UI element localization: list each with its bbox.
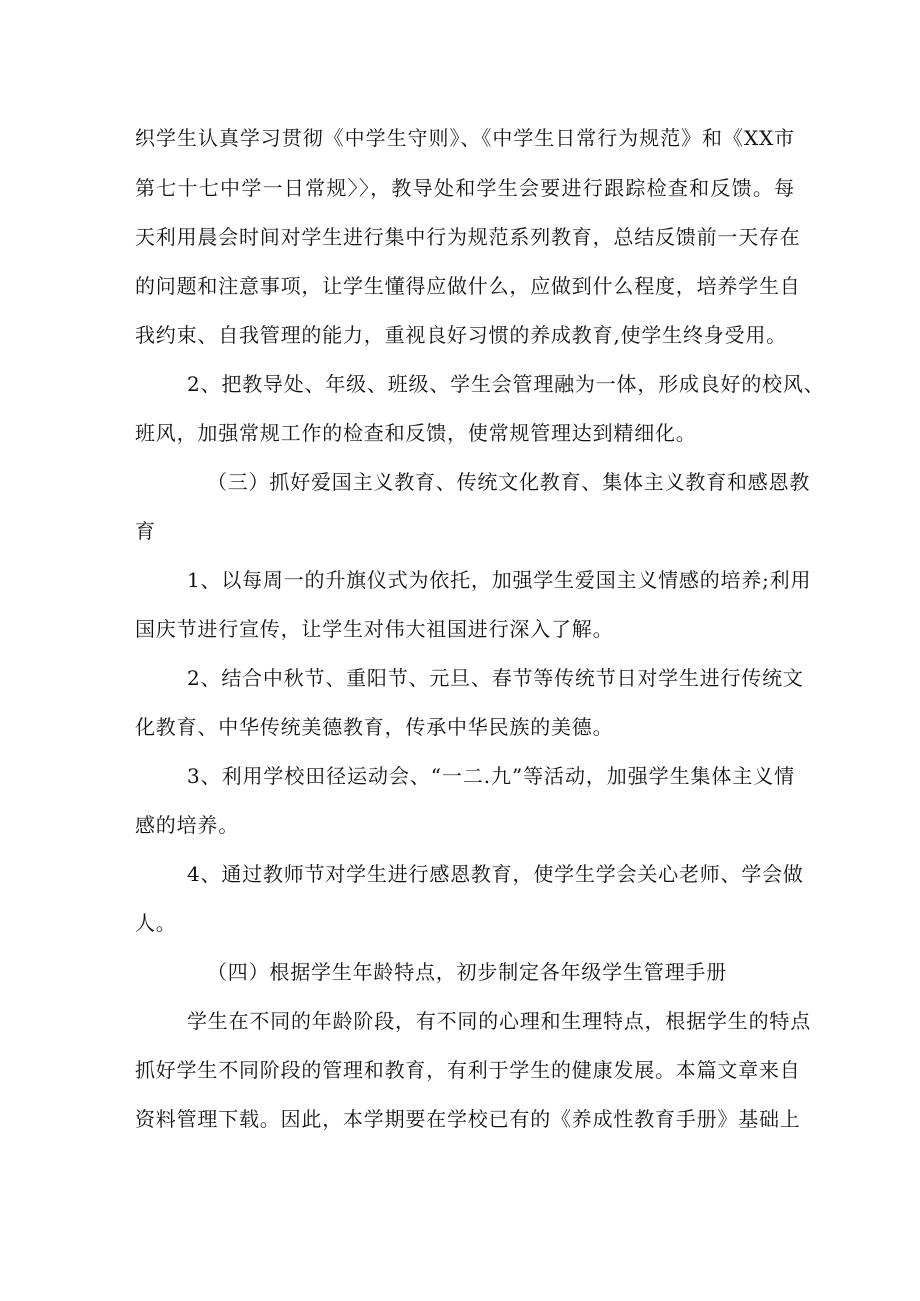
text-line: 人。 [135, 911, 177, 935]
text-line: 4、通过教师节对学生进行感恩教育，使学生学会关心老师、学会做 [187, 862, 804, 886]
text-line: 2、把教导处、年级、班级、学生会管理融为一体，形成良好的校风、 [187, 372, 825, 396]
text-line: 化教育、中华传统美德教育，传承中华民族的美德。 [135, 715, 614, 739]
text-line: 的问题和注意事项，让学生懂得应做什么，应做到什么程度，培养学生自 [135, 274, 801, 298]
text-line: 感的培养。 [135, 813, 239, 837]
text-line: 3、利用学校田径运动会、“一二.九”等活动，加强学生集体主义情 [187, 764, 795, 788]
text-line: 1、以每周一的升旗仪式为依托，加强学生爱国主义情感的培养;利用 [187, 568, 812, 592]
text-line: 天利用晨会时间对学生进行集中行为规范系列教育，总结反馈前一天存在 [135, 225, 801, 249]
text-line: 抓好学生不同阶段的管理和教育，有利于学生的健康发展。本篇文章来自 [135, 1058, 801, 1082]
text-line: 2、结合中秋节、重阳节、元旦、春节等传统节日对学生进行传统文 [187, 666, 804, 690]
text-line: 班风，加强常规工作的检查和反馈，使常规管理达到精细化。 [135, 421, 697, 445]
text-line: 第七十七中学一日常规〉〉，教导处和学生会要进行跟踪检查和反馈。每 [135, 176, 795, 200]
section-heading: （三）抓好爱国主义教育、传统文化教育、集体主义教育和感恩教 [207, 470, 811, 494]
text-line: 织学生认真学习贯彻《中学生守则》、《中学生日常行为规范》和《XX市 [135, 126, 795, 150]
text-line: 资料管理下载。因此，本学期要在学校已有的《养成性教育手册》基础上 [135, 1107, 801, 1131]
text-line: 国庆节进行宣传，让学生对伟大祖国进行深入了解。 [135, 617, 614, 641]
section-heading: （四）根据学生年龄特点，初步制定各年级学生管理手册 [207, 960, 727, 984]
text-line: 学生在不同的年龄阶段，有不同的心理和生理特点，根据学生的特点 [187, 1009, 811, 1033]
section-heading-continuation: 育 [135, 519, 156, 543]
text-line: 我约束、自我管理的能力，重视良好习惯的养成教育,使学生终身受用。 [135, 323, 787, 347]
